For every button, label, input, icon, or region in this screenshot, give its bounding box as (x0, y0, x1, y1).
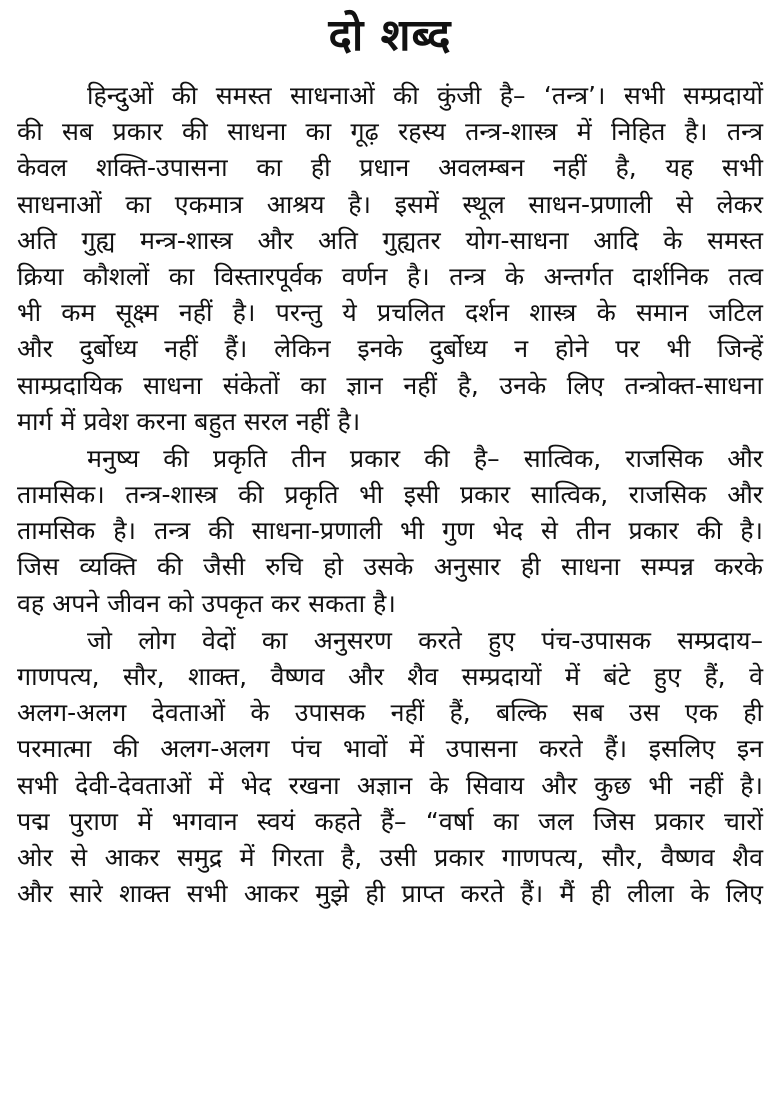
document-body (17, 78, 763, 912)
text-line: मार्ग में प्रवेश करना बहुत सरल नहीं है। (17, 406, 361, 436)
text-line: अति गुह्य मन्त्र-शास्त्र और अति गुह्यतर योग-साधना आदि के समस्त (17, 225, 763, 255)
text-line: अलग-अलग देवताओं के उपासक नहीं हैं, बल्कि सब उस एक ही (17, 698, 763, 728)
text-line: परमात्मा की अलग-अलग पंच भावों में उपासना करते हैं। इसलिए इन (17, 734, 763, 764)
text-line: ओर से आकर समुद्र में गिरता है, उसी प्रकार गाणपत्य, सौर, वैष्णव शैव (17, 842, 763, 872)
text-line: हिन्दुओं की समस्त साधनाओं की कुंजी है– ‘तन्त्र’। सभी सम्प्रदायों (87, 81, 763, 110)
text-line: केवल शक्ति-उपासना का ही प्रधान अवलम्बन नहीं है, यह सभी (17, 153, 763, 183)
text-line: तामसिक है। तन्त्र की साधना-प्रणाली भी गुण भेद से तीन प्रकार की है। (17, 516, 763, 546)
text-line: मनुष्य की प्रकृति तीन प्रकार की है– सात्विक, राजसिक और (87, 443, 763, 473)
text-line: और सारे शाक्त सभी आकर मुझे ही प्राप्त करते हैं। मैं ही लीला के लिए (17, 879, 763, 909)
text-line: तामसिक। तन्त्र-शास्त्र की प्रकृति भी इसी प्रकार सात्विक, राजसिक और (17, 480, 763, 510)
text-line: भी कम सूक्ष्म नहीं है। परन्तु ये प्रचलित दर्शन शास्त्र के समान जटिल (17, 298, 763, 328)
text-line: पद्म पुराण में भगवान स्वयं कहते हैं– “वर्षा का जल जिस प्रकार चारों (17, 806, 763, 836)
text-line: की सब प्रकार की साधना का गूढ़ रहस्य तन्त्र-शास्त्र में निहित है। तन्त्र (17, 117, 763, 147)
page-title: दो शब्द (328, 10, 452, 61)
text-line: सभी देवी-देवताओं में भेद रखना अज्ञान के सिवाय और कुछ भी नहीं है। (17, 770, 763, 800)
paragraph-3 (17, 623, 763, 913)
text-line: साम्प्रदायिक साधना संकेतों का ज्ञान नहीं है, उनके लिए तन्त्रोक्त-साधना (17, 370, 763, 400)
text-line: वह अपने जीवन को उपकृत कर सकता है। (17, 588, 396, 618)
text-line: क्रिया कौशलों का विस्तारपूर्वक वर्णन है। तन्त्र के अन्तर्गत दार्शनिक तत्व (17, 261, 763, 291)
text-line: और दुर्बोध्य नहीं हैं। लेकिन इनके दुर्बोध्य न होने पर भी जिन्हें (17, 334, 763, 364)
paragraph-1 (17, 78, 763, 440)
text-line: जो लोग वेदों का अनुसरण करते हुए पंच-उपासक सम्प्रदाय– (87, 625, 763, 655)
text-line: गाणपत्य, सौर, शाक्त, वैष्णव और शैव सम्प्रदायों में बंटे हुए हैं, वे (17, 662, 763, 691)
paragraph-2 (17, 441, 763, 622)
text-line: साधनाओं का एकमात्र आश्रय है। इसमें स्थूल साधन-प्रणाली से लेकर (17, 189, 763, 219)
text-line: जिस व्यक्ति की जैसी रुचि हो उसके अनुसार ही साधना सम्पन्न करके (17, 552, 763, 582)
